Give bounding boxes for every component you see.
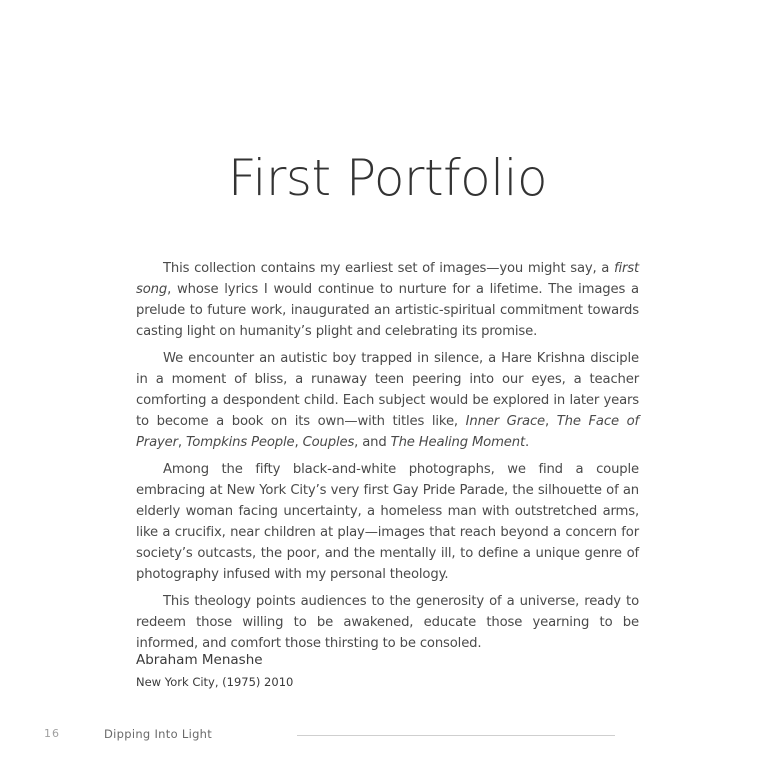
text-run: We encounter an autistic boy trapped in silence, a Hare Krishna disciple in a moment of bliss, a runaway teen peering into our eyes, a teacher comforting a despondent child. Each subject would be explored in later years to become a book on its own—with titles like, [136,351,639,429]
text-run: , whose lyrics I would continue to nurture for a lifetime. The images a prelude to future work, inaugurated an artistic-spiritual commitment towards casting light on humanity’s plight and celebrating its promise. [136,282,639,339]
page-footer [0,727,775,745]
text-run: . [525,435,530,450]
author-name: Abraham Menashe [136,652,263,668]
text-run: Among the fifty black-and-white photographs, we find a couple embracing at New York City’s very first Gay Pride Parade, the silhouette of an elderly woman facing uncertainty, a homeless man with outstretched arms, like a crucifix, near children at play—images that reach beyond a concern for society’s outcasts, the poor, and the mentally ill, to define a unique genre of photography infused with my personal theology. [136,462,639,582]
paragraph-2 [136,348,639,453]
text-run: , [545,414,557,429]
text-run: , [294,435,303,450]
italic-title: The Face of Prayer [136,414,639,450]
italic-title: Inner Grace [465,414,546,429]
page-title: First Portfolio [227,149,548,207]
text-run: , [177,435,186,450]
text-run: , and [354,435,391,450]
text-run: This collection contains my earliest set of images—you might say, a [163,261,614,276]
running-title: Dipping Into Light [104,727,213,741]
signature-block [136,650,293,692]
paragraph-1 [136,258,639,342]
author-place-date: New York City, (1975) 2010 [136,675,294,689]
italic-title: Tompkins People [186,435,295,450]
body-text [136,258,639,660]
italic-title: The Healing Moment [390,435,525,450]
paragraph-4 [136,591,639,654]
italic-title: first song [136,261,639,297]
paragraph-3 [136,459,639,585]
text-run: This theology points audiences to the generosity of a universe, ready to redeem those willing to be awakened, educate those yearning to be informed, and comfort those thirsting to be consoled. [136,594,639,651]
footer-rule [297,735,615,736]
italic-title: Couples [302,435,355,450]
page-number: 16 [44,727,60,740]
